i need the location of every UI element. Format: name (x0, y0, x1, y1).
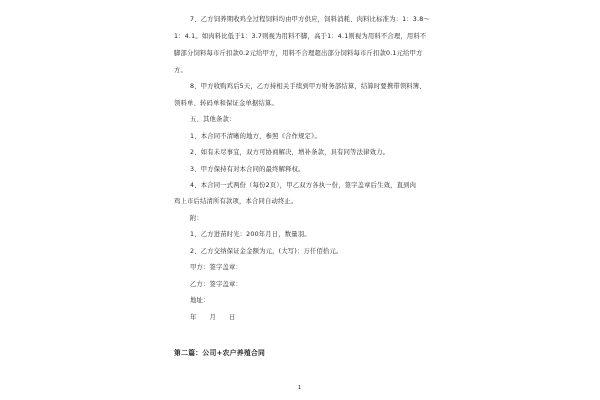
appendix-item-1: 1、乙方进苗时光：200年月日，数量羽。 (190, 231, 311, 238)
other-terms-heading: 五、其他条款： (190, 116, 236, 123)
other-term-4-line-1: 4、本合同一式两份（每份2页），甲乙双方各执一份，签字盖章后生效，直到肉 (190, 182, 417, 189)
other-term-2: 2、如有未尽事宜，双方可协商解决，增补条款，具有同等法律效力。 (190, 149, 390, 156)
date-line: 年 月 日 (190, 314, 236, 321)
party-b-signature: 乙方：签字盖章： (190, 281, 242, 288)
clause-8-line-2: 领料单、转码单和保证金单据结算。 (174, 100, 278, 107)
other-term-4-line-2: 鸡上市后结清所有款项，本合同自动终止。 (174, 198, 298, 205)
clause-8-line-1: 8、甲方收购鸡后5天，乙方持相关手续到甲方财务部结算，结算时要携带领料簿、 (190, 83, 426, 90)
appendix-heading: 附： (190, 215, 203, 222)
party-a-signature: 甲方：签字盖章： (190, 264, 242, 271)
other-term-3: 3、甲方保持有对本合同的最终解释权。 (190, 166, 305, 173)
clause-7-line-3: 脚部分饲料每市斤扣款0.2元给甲方，用料不合理超出部分饲料每市斤扣款0.1元给甲方 (174, 50, 423, 57)
page-number: 1 (298, 385, 302, 391)
clause-7-line-2: 1：4.1。如肉料比低于1：3.7则视为用料不脚，高于1：4.1则视为用料不合理，用料不 (174, 33, 427, 40)
section-heading: 第二篇：公司+农户养殖合同 (174, 349, 266, 357)
clause-7-line-1: 7、乙方饲养期收鸡全过程饲料均由甲方供应，饲料消耗、肉料比标准为：1：3.8～ (190, 16, 430, 23)
clause-7-line-4: 方。 (174, 67, 187, 74)
address-label: 地址： (190, 297, 210, 304)
other-term-1: 1、本合同不清晰的地方，参照《合作规定》。 (190, 133, 321, 140)
appendix-item-2: 2、乙方交纳保证金金额为元，(大写)：万仟佰拾元。 (190, 248, 343, 255)
